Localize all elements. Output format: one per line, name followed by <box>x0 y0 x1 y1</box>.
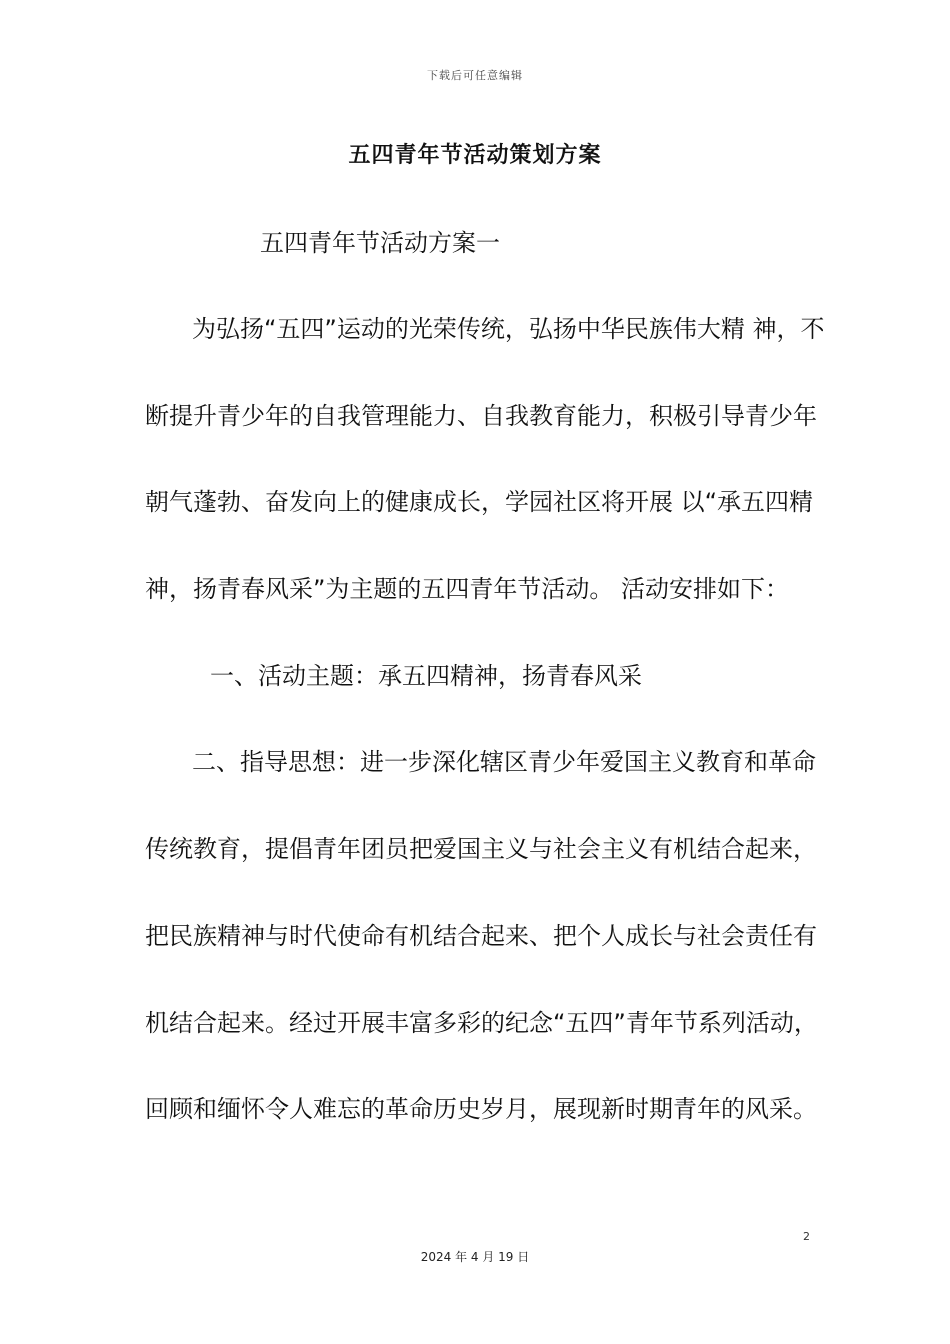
document-title: 五四青年节活动策划方案 <box>348 143 602 168</box>
document-subtitle: 五四青年节活动方案一 <box>260 229 500 257</box>
footer-date: 2024 年 4 月 19 日 <box>420 1250 530 1264</box>
paragraph-line: 断提升青少年的自我管理能力、自我教育能力，积极引导青少年 <box>145 402 817 430</box>
activity-theme-line: 一、活动主题：承五四精神，扬青春风采 <box>210 662 642 690</box>
paragraph-line: 回顾和缅怀令人难忘的革命历史岁月，展现新时期青年的风采。 <box>145 1095 817 1123</box>
paragraph-line: 二、指导思想：进一步深化辖区青少年爱国主义教育和革命 <box>192 748 816 776</box>
paragraph-line: 神，扬青春风采”为主题的五四青年节活动。 活动安排如下： <box>145 575 790 603</box>
page-number: 2 <box>803 1230 810 1243</box>
paragraph-line: 把民族精神与时代使命有机结合起来、把个人成长与社会责任有 <box>145 922 817 950</box>
paragraph-line: 为弘扬“五四”运动的光荣传统，弘扬中华民族伟大精 神，不 <box>192 315 825 343</box>
paragraph-line: 朝气蓬勃、奋发向上的健康成长，学园社区将开展 以“承五四精 <box>145 488 814 516</box>
paragraph-line: 机结合起来。经过开展丰富多彩的纪念“五四”青年节系列活动， <box>145 1009 818 1037</box>
header-note: 下载后可任意编辑 <box>427 69 523 82</box>
paragraph-line: 传统教育，提倡青年团员把爱国主义与社会主义有机结合起来， <box>145 835 817 863</box>
